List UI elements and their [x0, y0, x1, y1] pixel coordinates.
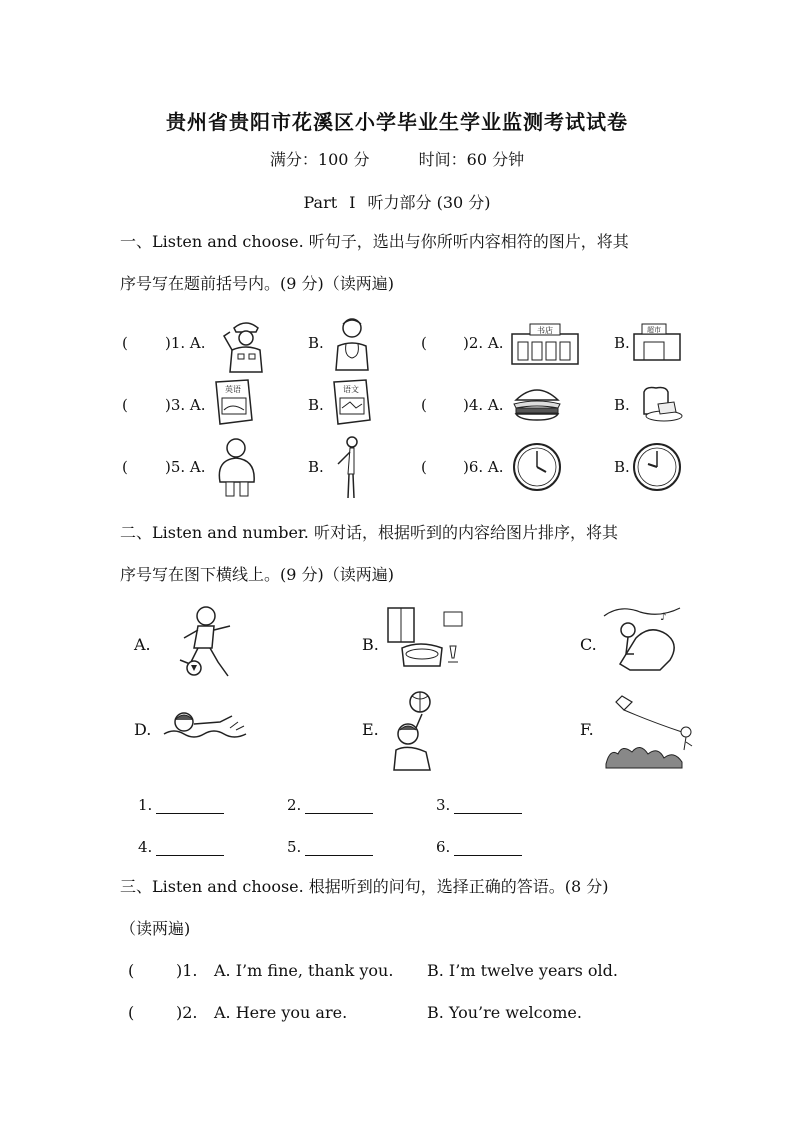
hamburger-icon — [512, 384, 562, 422]
q6-option-b: B. — [614, 458, 630, 476]
q3-paren-open: ( — [122, 396, 128, 414]
q3-number: )3. A. — [165, 396, 206, 414]
stout-man-icon — [214, 436, 260, 500]
s3-q1-option-b: B. I’m twelve years old. — [427, 961, 618, 980]
blank-number: 3. — [436, 796, 451, 814]
flying-kite-icon — [602, 692, 698, 768]
soldier-icon — [216, 314, 276, 374]
answer-line[interactable] — [305, 795, 373, 814]
supermarket-icon — [632, 322, 682, 362]
s3-q2-paren-open: ( — [128, 1003, 135, 1022]
page-title: 贵州省贵阳市花溪区小学毕业生学业监测考试试卷 — [166, 110, 628, 134]
playing-basketball-icon — [386, 690, 442, 770]
picture-label-c: C. — [580, 635, 597, 654]
blank-5[interactable] — [287, 837, 373, 856]
s3-q2-option-a: A. Here you are. — [214, 1003, 348, 1022]
blank-4[interactable] — [138, 837, 224, 856]
section2-line1: 二、Listen and number. 听对话，根据听到的内容给图片排序，将其 — [120, 523, 618, 542]
blank-number: 4. — [138, 838, 153, 856]
q1-number: )1. A. — [165, 334, 206, 352]
picture-label-f: F. — [580, 720, 594, 739]
swimming-icon — [160, 706, 250, 746]
english-book-label: 英语 — [225, 385, 241, 394]
picture-label-a: A. — [134, 635, 151, 654]
q4-number: )4. A. — [463, 396, 504, 414]
clock-icon — [512, 442, 562, 492]
s3-q2-option-b: B. You’re welcome. — [427, 1003, 582, 1022]
part-label: Part — [303, 193, 338, 212]
section1-line1: 一、Listen and choose. 听句子，选出与你所听内容相符的图片，将其 — [120, 232, 629, 251]
blank-number: 1. — [138, 796, 153, 814]
exam-meta — [0, 147, 794, 170]
answer-line[interactable] — [156, 795, 224, 814]
blank-2[interactable] — [287, 795, 373, 814]
q4-option-b: B. — [614, 396, 630, 414]
q6-paren-open: ( — [421, 458, 427, 476]
q5-number: )5. A. — [165, 458, 206, 476]
thin-woman-icon — [334, 434, 364, 502]
q5-paren-open: ( — [122, 458, 128, 476]
s3-q2-number: )2. — [176, 1003, 198, 1022]
section3-line1: 三、Listen and choose. 根据听到的问句，选择正确的答语。(8 分) — [120, 877, 609, 896]
time-limit: 时间：60 分钟 — [418, 150, 525, 169]
blank-6[interactable] — [436, 837, 522, 856]
supermarket-sign: 超市 — [647, 326, 661, 334]
blank-1[interactable] — [138, 795, 224, 814]
full-score: 满分：100 分 — [269, 150, 370, 169]
q2-number: )2. A. — [463, 334, 504, 352]
playing-football-icon — [172, 604, 236, 680]
blank-3[interactable] — [436, 795, 522, 814]
q6-number: )6. A. — [463, 458, 504, 476]
answer-line[interactable] — [454, 837, 522, 856]
answer-line[interactable] — [454, 795, 522, 814]
chinese-book-label: 语文 — [343, 385, 359, 394]
part-name: 听力部分 (30 分) — [367, 193, 491, 212]
blank-number: 6. — [436, 838, 451, 856]
picture-label-d: D. — [134, 720, 152, 739]
s3-q1-number: )1. — [176, 961, 198, 980]
section2-instruction — [120, 512, 690, 596]
living-room-icon — [386, 606, 468, 672]
bookstore-icon — [510, 320, 580, 366]
q2-option-b: B. — [614, 334, 630, 352]
answer-line[interactable] — [305, 837, 373, 856]
english-book-icon — [212, 378, 254, 426]
blank-number: 5. — [287, 838, 302, 856]
doctor-icon — [330, 314, 374, 370]
section1-line2: 序号写在题前括号内。(9 分)（读两遍) — [120, 274, 394, 293]
s3-q1-option-a: A. I’m fine, thank you. — [214, 961, 394, 980]
q3-option-b: B. — [308, 396, 324, 414]
q1-paren-open: ( — [122, 334, 128, 352]
section1-instruction — [120, 221, 690, 305]
section2-line2: 序号写在图下横线上。(9 分)（读两遍) — [120, 565, 394, 584]
part-roman: Ⅰ — [349, 193, 356, 212]
answer-line[interactable] — [156, 837, 224, 856]
bookstore-sign: 书店 — [537, 326, 553, 335]
clock-icon — [632, 442, 682, 492]
playing-piano-icon — [600, 604, 686, 674]
bread-icon — [634, 384, 684, 422]
picture-label-e: E. — [362, 720, 379, 739]
chinese-book-icon — [330, 378, 372, 426]
picture-label-b: B. — [362, 635, 379, 654]
q1-option-b: B. — [308, 334, 324, 352]
q4-paren-open: ( — [421, 396, 427, 414]
section3-line2: （读两遍) — [120, 919, 191, 938]
s3-q1-paren-open: ( — [128, 961, 135, 980]
blank-number: 2. — [287, 796, 302, 814]
q5-option-b: B. — [308, 458, 324, 476]
q2-paren-open: ( — [421, 334, 427, 352]
section3-instruction — [120, 866, 690, 950]
part-heading — [0, 190, 794, 213]
svg-text:♪: ♪ — [660, 612, 667, 623]
